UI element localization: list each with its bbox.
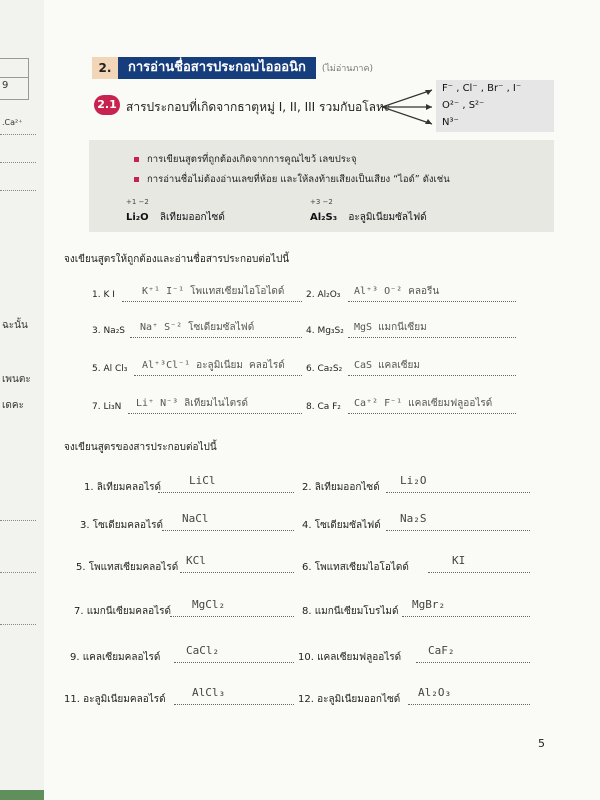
exercise1-item [306,322,516,340]
example-1 [126,198,225,225]
exercise1-item [92,322,302,340]
exercise2-item [84,474,294,494]
exercise2-item [298,644,530,664]
exercise1-item [306,360,516,378]
bullet-icon [134,157,139,162]
item-label: 8. Ca F₂ [306,402,341,412]
dotted-line [0,572,36,573]
handwritten-answer: Al₂O₃ [418,686,452,699]
ions-chalcogen: O²⁻ , S²⁻ [442,100,485,111]
section-header [92,57,373,79]
handwritten-answer: KCl [186,554,206,567]
bullet-icon [134,177,139,182]
rule-text: การเขียนสูตรที่ถูกต้องเกิดจากการคูณไขว้ เลขประจุ [147,154,357,165]
handwritten-answer: CaCl₂ [186,644,220,657]
answer-line [134,375,302,376]
handwritten-answer: CaS แคลเซียม [354,360,421,371]
exercise1-item [92,398,302,416]
handwritten-answer: MgCl₂ [192,598,226,611]
exercise1-item [306,398,516,416]
dotted-line [0,162,36,163]
handwritten-answer: MgBr₂ [412,598,446,611]
handwritten-answer: Ca⁺² F⁻¹ แคลเซียมฟลูออไรด์ [354,398,493,409]
exercise2-item [76,554,294,574]
handwritten-answer: CaF₂ [428,644,455,657]
section-title: การอ่านชื่อสารประกอบไอออนิก [118,57,316,79]
left-table [0,58,29,100]
handwritten-answer: AlCl₃ [192,686,226,699]
exercise2-item [74,598,294,618]
item-label: 4. Mg₃S₂ [306,326,344,336]
item-label: 7. Li₃N [92,402,122,412]
exercise2-instruction: จงเขียนสูตรของสารประกอบต่อไปนี้ [64,442,217,453]
item-label: 8. แมกนีเซียมโบรไมด์ [302,606,399,617]
subsection-badge: 2.1 [94,95,120,115]
answer-line [158,492,294,493]
section-number: 2. [92,57,118,79]
exercise1-instruction: จงเขียนสูตรให้ถูกต้องและอ่านชื่อสารประกอบต่อไปนี้ [64,254,290,265]
answer-line [386,492,530,493]
item-label: 6. โพแทสเซียมไอโอไดด์ [302,562,409,573]
dotted-line [0,134,36,135]
exercise2-item [64,686,294,706]
exercise2-item [302,598,530,618]
answer-line [122,301,302,302]
item-label: 9. แคลเซียมคลอไรด์ [70,652,161,663]
page-number: 5 [538,737,545,750]
item-label: 5. Al Cl₃ [92,364,128,374]
item-label: 6. Ca₂S₂ [306,364,343,374]
dotted-line [0,190,36,191]
exercise2-item [302,474,530,494]
answer-line [174,662,294,663]
item-label: 2. Al₂O₃ [306,290,341,300]
answer-line [386,530,530,531]
exercise2-item [70,644,294,664]
left-page [0,0,45,790]
exercise2-item [80,512,294,532]
left-snippet: เดคะ [2,400,24,411]
handwritten-answer: Li₂O [400,474,427,487]
item-label: 1. K I [92,290,115,300]
dotted-line [0,520,36,521]
example-charges: +3 −2 [310,198,333,206]
handwritten-answer: Li⁺ N⁻³ ลิเทียมไนไตรด์ [136,398,249,409]
dotted-line [0,624,36,625]
exercise2-item [302,512,530,532]
example-name: ลิเทียมออกไซด์ [159,212,225,223]
answer-line [402,616,530,617]
item-label: 7. แมกนีเซียมคลอไรด์ [74,606,172,617]
handwritten-answer: MgS แมกนีเซียม [354,322,427,333]
handwritten-answer: K⁺¹ I⁻¹ โพแทสเซียมไอโอไดด์ [142,286,285,297]
handwritten-answer: KI [452,554,466,567]
exercise2-item [302,554,530,574]
answer-line [348,413,516,414]
example-2 [310,198,427,225]
ions-halide: F⁻ , Cl⁻ , Br⁻ , I⁻ [442,83,522,94]
worksheet-page [44,0,600,800]
item-label: 2. ลิเทียมออกไซด์ [302,482,380,493]
rule-item [134,172,450,187]
left-row-value: 9 [2,80,9,91]
item-label: 12. อะลูมิเนียมออกไซด์ [298,694,401,705]
ions-nitride: N³⁻ [442,117,459,128]
example-formula: Al₂S₃ [310,212,338,223]
answer-line [162,530,294,531]
handwritten-answer: Na₂S [400,512,427,525]
answer-line [408,704,530,705]
example-name: อะลูมิเนียมซัลไฟด์ [348,212,427,223]
item-label: 3. Na₂S [92,326,126,336]
item-label: 5. โพแทสเซียมคลอไรด์ [76,562,179,573]
handwritten-answer: Al⁺³ O⁻² คลอรีน [354,286,440,297]
left-snippet: เพนตะ [2,374,31,385]
item-label: 1. ลิเทียมคลอไรด์ [84,482,162,493]
arrows-icon [382,82,438,132]
item-label: 11. อะลูมิเนียมคลอไรด์ [64,694,166,705]
left-snippet: ฉะนั้น [2,320,28,331]
answer-line [416,662,530,663]
answer-line [348,301,516,302]
exercise1-item [92,286,302,304]
item-label: 3. โซเดียมคลอไรด์ [80,520,163,531]
handwritten-answer: NaCl [182,512,209,525]
answer-line [130,337,302,338]
subsection-text: สารประกอบที่เกิดจากธาตุหมู่ I, II, III รวมกับอโลหะ [126,100,391,114]
answer-line [128,413,302,414]
handwritten-answer: Na⁺ S⁻² โซเดียมซัลไฟด์ [140,322,255,333]
exercise1-item [92,360,302,378]
answer-line [180,572,294,573]
rule-item [134,152,357,167]
answer-line [348,375,516,376]
item-label: 4. โซเดียมซัลไฟด์ [302,520,381,531]
handwritten-answer: LiCl [189,474,216,487]
answer-line [428,572,530,573]
ions-box [436,80,554,132]
item-label: 10. แคลเซียมฟลูออไรด์ [298,652,402,663]
answer-line [174,704,294,705]
answer-line [348,337,516,338]
answer-line [170,616,294,617]
left-snippet: .Ca²⁺ [2,118,23,127]
rule-text: การอ่านชื่อไม่ต้องอ่านเลขที่ห้อย และให้ลงท้ายเสียงเป็นเสียง “ไอด์” ดังเช่น [147,174,450,185]
example-charges: +1 −2 [126,198,149,206]
section-note: (ไม่อ่านภาค) [321,64,373,74]
handwritten-answer: Al⁺³Cl⁻¹ อะลูมิเนียม คลอไรด์ [142,360,285,371]
exercise1-item [306,286,516,304]
exercise2-item [298,686,530,706]
example-formula: Li₂O [126,212,149,223]
